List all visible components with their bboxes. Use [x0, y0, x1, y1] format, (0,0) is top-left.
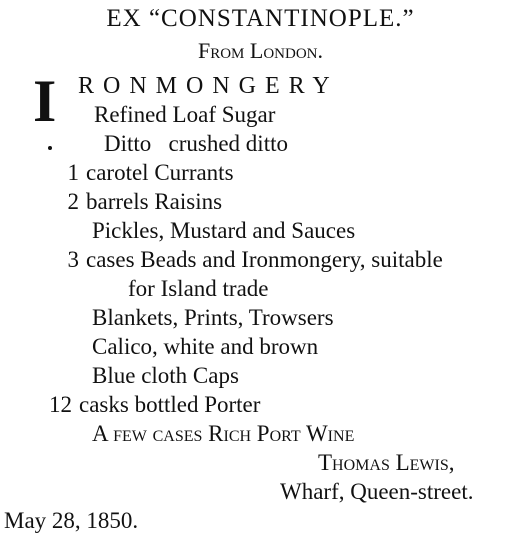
- item-line: Blankets, Prints, Trowsers: [92, 305, 334, 330]
- item-quantity: 1: [67, 160, 79, 185]
- item-text: barrels Raisins: [86, 189, 223, 214]
- drop-cap: I: [33, 68, 57, 134]
- decorative-dot: [48, 146, 52, 150]
- item-line: [52, 248, 443, 271]
- item-line: Refined Loaf Sugar: [94, 102, 276, 127]
- headline: EX “CONSTANTINOPLE.”: [106, 5, 415, 32]
- item-line: [52, 190, 222, 213]
- signature-address: Wharf, Queen-street.: [280, 479, 474, 504]
- signature-name: Thomas Lewis,: [318, 450, 455, 475]
- item-quantity: 12: [49, 392, 72, 417]
- item-line: Calico, white and brown: [92, 334, 319, 359]
- item-line: A few cases Rich Port Wine: [92, 421, 355, 446]
- item-quantity: 3: [67, 247, 79, 272]
- subhead: From London.: [197, 38, 323, 63]
- item-line: for Island trade: [128, 276, 269, 301]
- item-line: Blue cloth Caps: [92, 363, 239, 388]
- item-line: [45, 393, 260, 416]
- item-text: casks bottled Porter: [79, 392, 261, 417]
- item-quantity: 2: [67, 189, 79, 214]
- item-text: carotel Currants: [86, 160, 234, 185]
- date-line: May 28, 1850.: [4, 508, 139, 533]
- item-line: Pickles, Mustard and Sauces: [92, 218, 356, 243]
- first-line: RONMONGERY: [78, 73, 339, 99]
- item-line: [52, 161, 234, 184]
- item-line: Ditto crushed ditto: [104, 131, 288, 156]
- item-text: cases Beads and Ironmongery, suitable: [86, 247, 443, 272]
